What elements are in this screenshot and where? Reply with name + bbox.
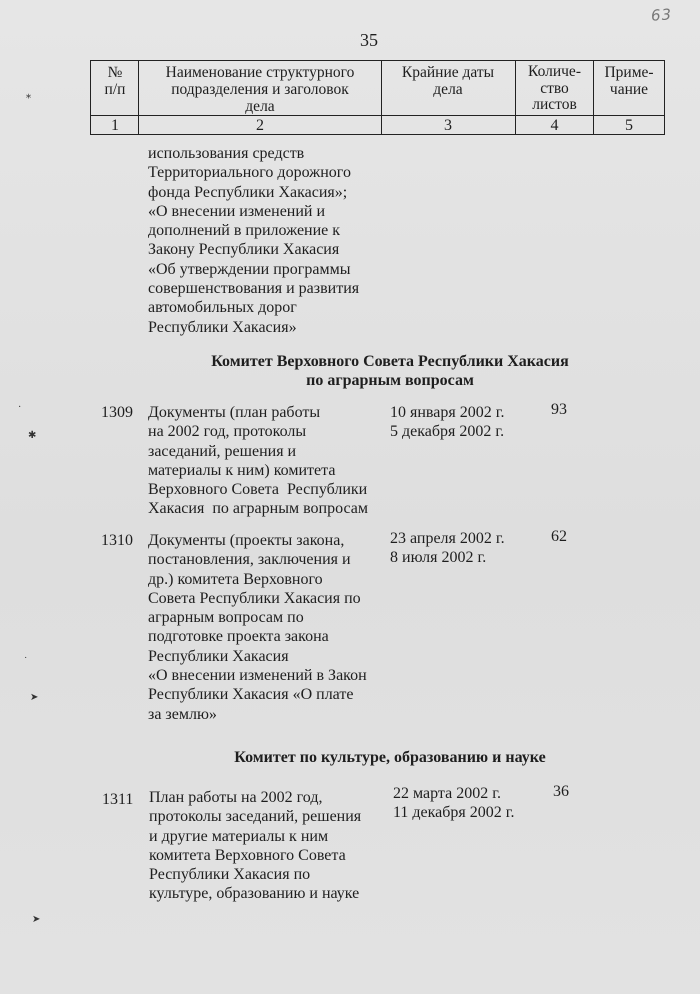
entry-sheets: 36 — [553, 783, 569, 800]
column-divider — [138, 60, 139, 135]
header-divider — [90, 115, 665, 116]
column-number-label: 1 — [111, 117, 119, 134]
section-title: Комитет по культуре, образованию и науке — [234, 749, 546, 766]
column-number-label: 4 — [550, 117, 559, 134]
entry-sheets: 62 — [551, 528, 567, 545]
column-number-label: 3 — [444, 117, 452, 134]
scan-speck: · — [18, 402, 22, 413]
column-number-label: 2 — [256, 117, 264, 134]
column-header-dates: Крайние даты дела — [401, 64, 495, 98]
entry-number: 1311 — [102, 791, 134, 808]
scan-speck: ✱ — [28, 430, 37, 441]
scan-speck: ➤ — [30, 692, 39, 703]
continued-entry-text: использования средств Территориального дорожного фонда Республики Хакасия»; «О внесении изменений и дополнений в приложение к Закону Республики Хакасия «Об утверждении программы совершенствования и развития автомобильных дорог Республики Хакасия» — [148, 145, 360, 336]
page-number: 35 — [360, 30, 378, 50]
column-header-sheets: Количе- ство листов — [528, 63, 581, 113]
column-header-title: Наименование структурного подразделения и заголовок дела — [165, 64, 355, 115]
column-number-label: 5 — [625, 117, 633, 134]
column-header-notes: Приме- чание — [604, 64, 654, 98]
entry-title: План работы на 2002 год, протоколы заседаний, решения и другие материалы к ним комитета Верховного Совета Республики Хакасия по культуре, образованию и науке — [149, 789, 362, 903]
entry-dates: 10 января 2002 г. 5 декабря 2002 г. — [390, 404, 505, 441]
entry-dates: 22 марта 2002 г. 11 декабря 2002 г. — [393, 785, 515, 822]
scan-speck: ⁎ — [26, 90, 31, 101]
entry-number: 1309 — [101, 404, 133, 421]
scan-speck: ˙ — [24, 656, 28, 667]
section-title: Комитет Верховного Совета Республики Хакасия по аграрным вопросам — [211, 353, 569, 389]
entry-dates: 23 апреля 2002 г. 8 июля 2002 г. — [390, 530, 505, 567]
entry-title: Документы (план работы на 2002 год, протоколы заседаний, решения и материалы к ним) комитета Верховного Совета Республики Хакасия по аграрным вопросам — [148, 404, 369, 518]
entry-sheets: 93 — [551, 401, 567, 418]
handwritten-sheet-number: 63 — [650, 5, 673, 25]
entry-number: 1310 — [101, 532, 133, 549]
entry-title: Документы (проекты закона, постановления, заключения и др.) комитета Верховного Совета Республики Хакасия по аграрным вопросам по подготовке проекта закона Республики Хакасия «О внесении изменений в Закон Республики Хакасия «О плате за землю» — [148, 532, 367, 723]
scan-speck: ➤ — [32, 914, 41, 925]
column-header-number: № п/п — [104, 64, 126, 98]
